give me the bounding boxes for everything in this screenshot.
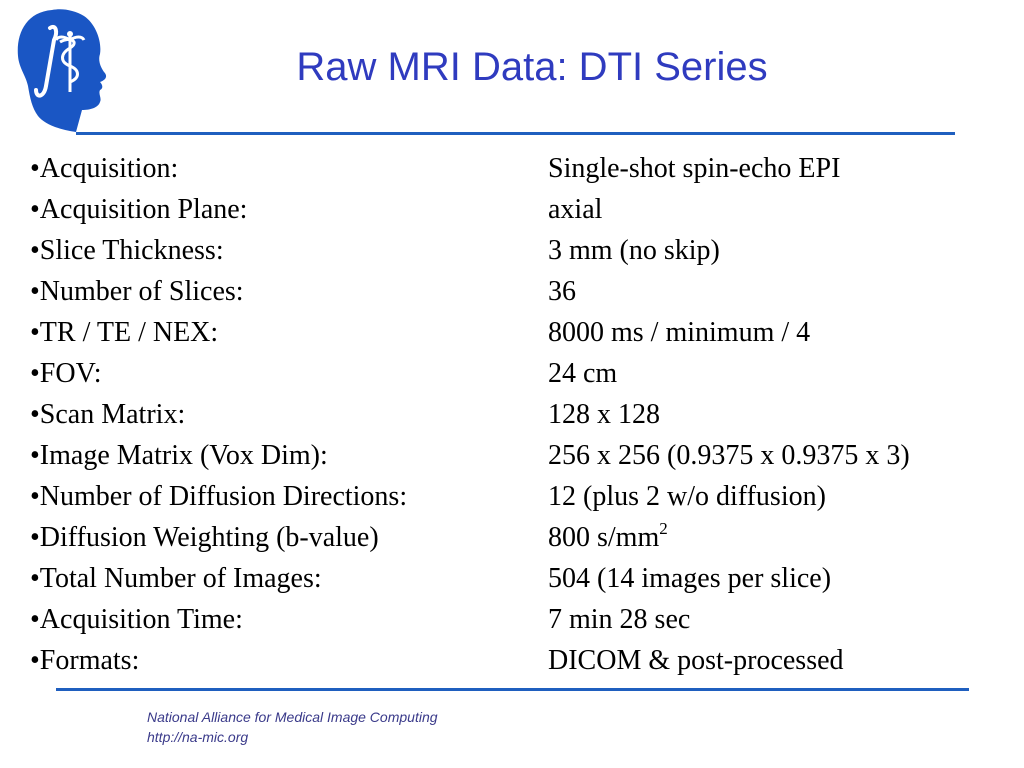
title-divider: [76, 132, 955, 135]
value-superscript: 2: [659, 519, 668, 538]
parameter-label: •Acquisition Time:: [30, 604, 243, 635]
parameter-label: •TR / TE / NEX:: [30, 317, 219, 348]
parameter-value: 7 min 28 sec: [548, 604, 691, 635]
footer-divider: [56, 688, 969, 691]
parameter-label: •Slice Thickness:: [30, 235, 224, 266]
parameter-label: •Total Number of Images:: [30, 563, 322, 594]
parameter-label: •FOV:: [30, 358, 102, 389]
footer-url: http://na-mic.org: [147, 729, 249, 745]
parameter-value: 504 (14 images per slice): [548, 563, 832, 594]
parameter-value: 36: [548, 276, 576, 307]
parameter-value: 8000 ms / minimum / 4: [548, 317, 811, 348]
parameter-value: Single-shot spin-echo EPI: [548, 153, 841, 184]
slide-title: Raw MRI Data: DTI Series: [296, 45, 768, 89]
parameter-label: •Diffusion Weighting (b-value): [30, 522, 379, 553]
parameter-value: 256 x 256 (0.9375 x 0.9375 x 3): [548, 440, 910, 471]
parameter-value: 24 cm: [548, 358, 618, 389]
footer: [147, 707, 438, 747]
parameter-value: 3 mm (no skip): [548, 235, 720, 266]
parameter-label: •Formats:: [30, 645, 140, 676]
parameter-label: •Number of Slices:: [30, 276, 244, 307]
parameter-label: •Number of Diffusion Directions:: [30, 481, 408, 512]
parameter-label: •Scan Matrix:: [30, 399, 186, 430]
value-text: 800 s/mm: [548, 522, 660, 553]
parameter-value: 12 (plus 2 w/o diffusion): [548, 481, 826, 512]
parameter-value: 128 x 128: [548, 399, 660, 430]
parameter-value: DICOM & post-processed: [548, 645, 844, 676]
footer-organization: National Alliance for Medical Image Computing: [147, 709, 438, 725]
parameter-value: axial: [548, 194, 603, 225]
parameter-label: •Acquisition Plane:: [30, 194, 248, 225]
parameter-value: [548, 519, 668, 557]
parameter-label: •Image Matrix (Vox Dim):: [30, 440, 328, 471]
parameter-label: •Acquisition:: [30, 153, 179, 184]
